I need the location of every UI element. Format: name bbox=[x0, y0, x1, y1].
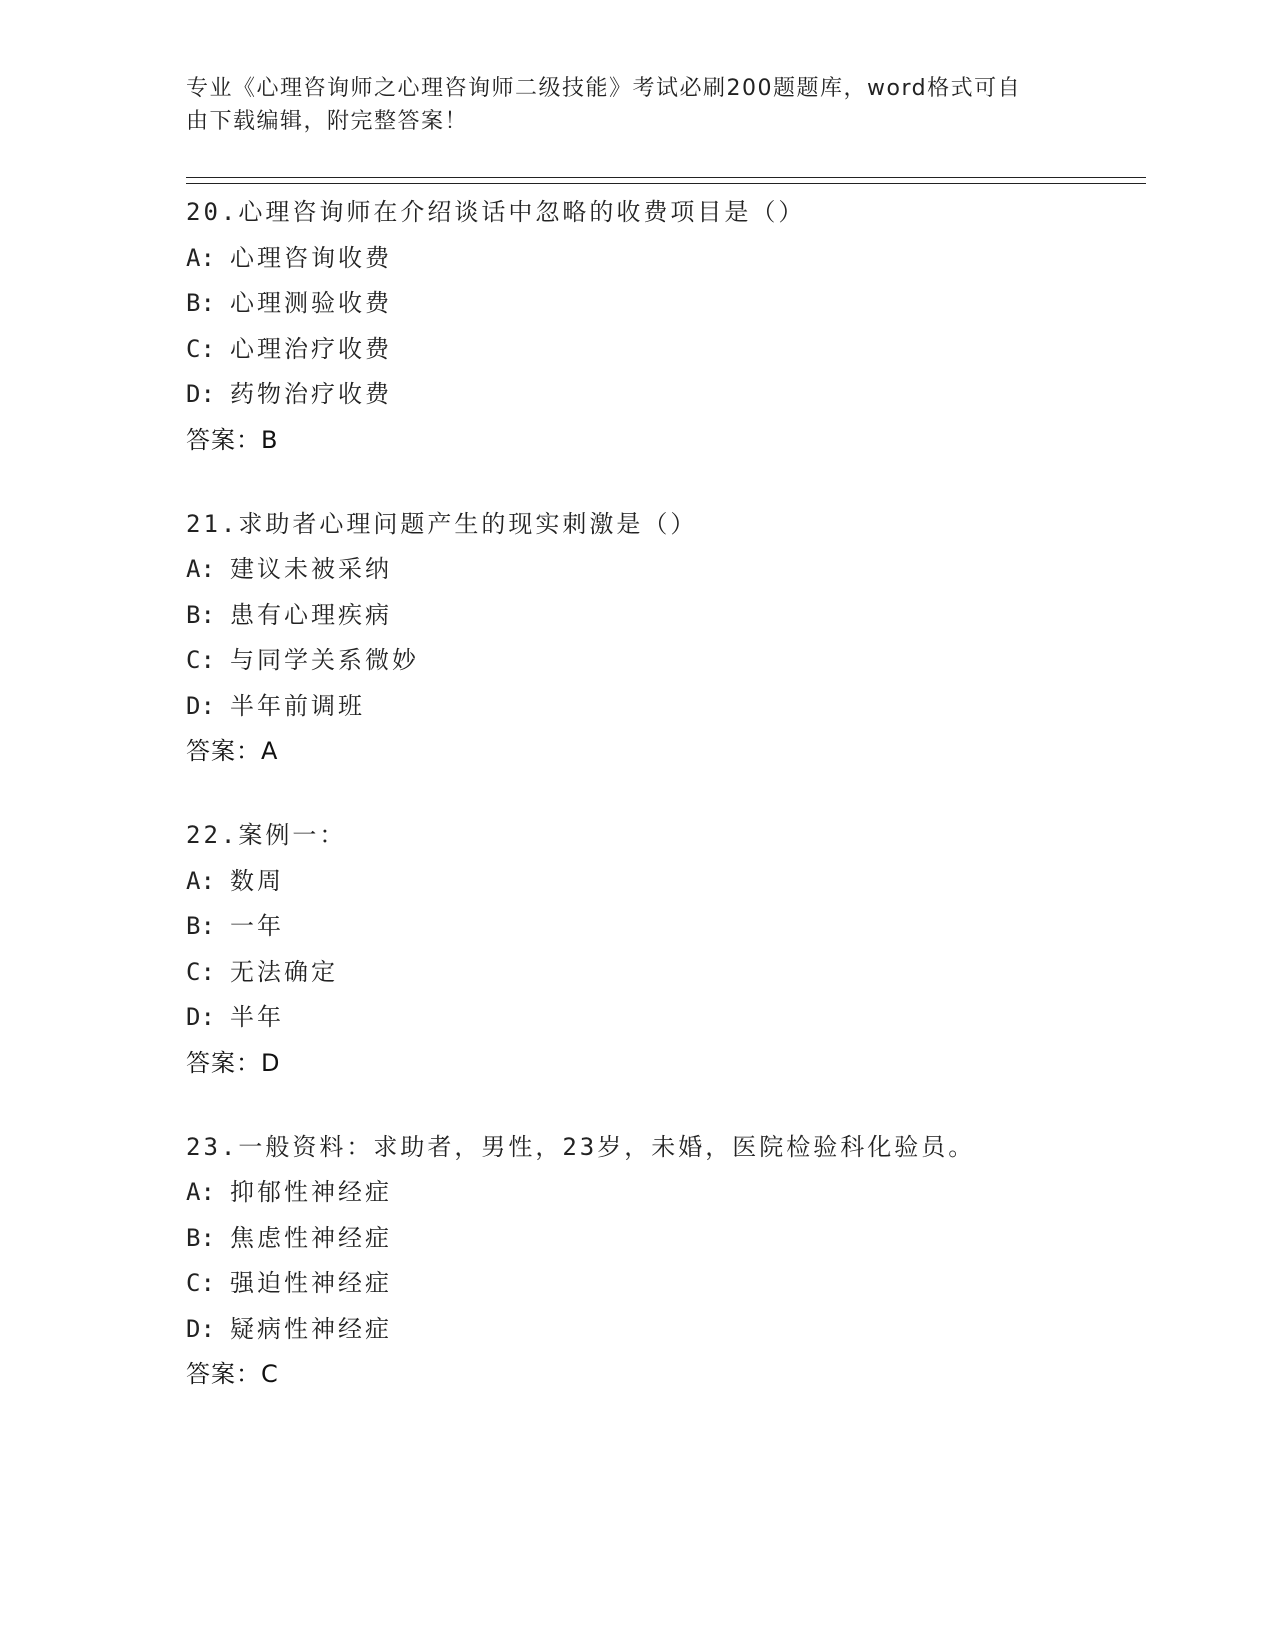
option-letter: B: bbox=[186, 912, 215, 940]
option-a bbox=[186, 547, 1146, 593]
option-b bbox=[186, 281, 1146, 327]
question-stem: 21.求助者心理问题产生的现实刺激是（） bbox=[186, 509, 698, 538]
option-d bbox=[186, 684, 1146, 730]
option-letter: B: bbox=[186, 600, 215, 629]
option-text: 半年前调班 bbox=[230, 691, 365, 720]
option-letter: A: bbox=[186, 555, 215, 583]
option-letter: D: bbox=[186, 691, 215, 720]
option-letter: B: bbox=[186, 289, 215, 317]
option-a bbox=[186, 236, 1146, 282]
question-22 bbox=[186, 813, 1146, 1086]
document-header bbox=[186, 72, 1066, 138]
option-letter: A: bbox=[186, 866, 215, 895]
header-divider bbox=[186, 177, 1146, 184]
option-letter: C: bbox=[186, 957, 215, 986]
answer-line: 答案：D bbox=[186, 1048, 281, 1077]
option-text: 患有心理疾病 bbox=[230, 600, 392, 629]
option-b bbox=[186, 904, 1146, 950]
option-a bbox=[186, 859, 1146, 905]
option-text: 药物治疗收费 bbox=[230, 380, 392, 408]
question-stem: 20.心理咨询师在介绍谈话中忽略的收费项目是（） bbox=[186, 198, 806, 226]
option-text: 疑病性神经症 bbox=[230, 1314, 392, 1343]
option-text: 强迫性神经症 bbox=[230, 1269, 392, 1297]
option-d bbox=[186, 995, 1146, 1041]
option-letter: C: bbox=[186, 1269, 215, 1297]
option-d bbox=[186, 372, 1146, 418]
question-21 bbox=[186, 502, 1146, 775]
option-text: 半年 bbox=[230, 1003, 284, 1031]
option-c bbox=[186, 638, 1146, 684]
answer-line: 答案：A bbox=[186, 737, 279, 765]
option-letter: D: bbox=[186, 380, 215, 408]
option-b bbox=[186, 593, 1146, 639]
question-23 bbox=[186, 1125, 1146, 1398]
option-text: 心理治疗收费 bbox=[230, 334, 392, 363]
option-letter: B: bbox=[186, 1223, 215, 1252]
question-stem: 23.一般资料：求助者，男性，23岁，未婚，医院检验科化验员。 bbox=[186, 1132, 976, 1161]
option-c bbox=[186, 327, 1146, 373]
option-text: 无法确定 bbox=[230, 957, 338, 986]
option-letter: C: bbox=[186, 646, 215, 674]
option-text: 数周 bbox=[230, 866, 284, 895]
option-text: 焦虑性神经症 bbox=[230, 1223, 392, 1252]
question-stem: 22.案例一： bbox=[186, 821, 347, 849]
option-letter: A: bbox=[186, 1178, 215, 1206]
question-20 bbox=[186, 190, 1146, 463]
document-page bbox=[186, 0, 1146, 1650]
question-list bbox=[186, 190, 1146, 1436]
option-text: 与同学关系微妙 bbox=[230, 646, 419, 674]
option-text: 心理测验收费 bbox=[230, 289, 392, 317]
option-text: 心理咨询收费 bbox=[230, 243, 392, 272]
option-b bbox=[186, 1216, 1146, 1262]
option-d bbox=[186, 1307, 1146, 1353]
answer-line: 答案：B bbox=[186, 425, 279, 454]
option-letter: D: bbox=[186, 1003, 215, 1031]
option-letter: D: bbox=[186, 1314, 215, 1343]
option-c bbox=[186, 950, 1146, 996]
option-letter: C: bbox=[186, 334, 215, 363]
option-letter: A: bbox=[186, 243, 215, 272]
option-c bbox=[186, 1261, 1146, 1307]
option-a bbox=[186, 1170, 1146, 1216]
option-text: 建议未被采纳 bbox=[230, 555, 392, 583]
answer-line: 答案：C bbox=[186, 1360, 279, 1388]
option-text: 抑郁性神经症 bbox=[230, 1178, 392, 1206]
header-line-2: 由下载编辑，附完整答案！ bbox=[186, 109, 469, 134]
option-text: 一年 bbox=[230, 912, 284, 940]
header-line-1: 专业《心理咨询师之心理咨询师二级技能》考试必刷200题题库，word格式可自 bbox=[186, 76, 1022, 101]
